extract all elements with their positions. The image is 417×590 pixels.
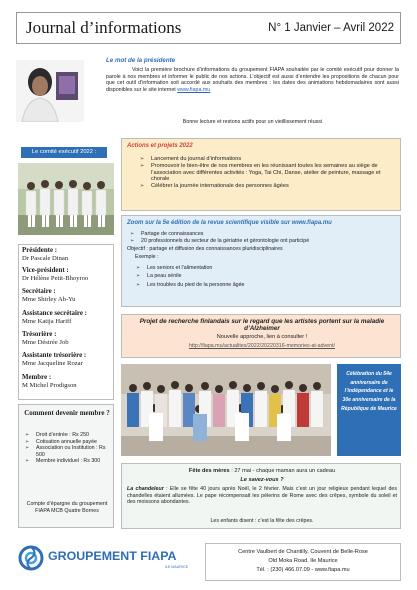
- chandeleur-label: La chandeleur: [127, 486, 164, 492]
- zoom-example-item: ➢ La peau sénile: [136, 272, 391, 280]
- footer-address: [205, 543, 401, 581]
- research-box: [121, 314, 401, 358]
- footer-logo: [18, 545, 198, 575]
- role-assistant-treasurer-label: Assistante trésorière :: [22, 352, 87, 359]
- role-president-name: Dr Pascale Dinan: [22, 255, 69, 262]
- logo-text: GROUPEMENT FIAPA: [48, 549, 177, 563]
- role-secretary-name: Mme Shirley Ah-Yu: [22, 296, 76, 303]
- membership-item: ➢ Droit d’entrée : Rs 250: [25, 432, 111, 439]
- logo-subtext: ILE MAURICE: [165, 565, 188, 569]
- did-you-know: Le savez-vous ?: [240, 477, 284, 483]
- membership-list: [25, 432, 111, 465]
- role-vice-president-name: Dr Hélène Petit-Bhoyroo: [22, 275, 89, 282]
- chandeleur-text: : Elle se fête 40 jours après Noël, le 2 février. Mais c’est un jour religieux pendant lequel des chandelles étaient allumées. Le pape récompensait les pèlerins de Rome avec des crêpes, symbole du soleil et des moissons abondantes.: [127, 486, 398, 506]
- role-treasurer-label: Trésorière :: [22, 331, 57, 338]
- children-say: Les enfants disent : c’est la fête des crêpes.: [210, 518, 314, 524]
- actions-heading: Actions et projets 2022: [127, 143, 193, 149]
- fiapa-logo-icon: [18, 545, 44, 571]
- zoom-example: Exemple :: [135, 254, 159, 260]
- zoom-example-item: ➢ Les seniors et l’alimentation: [136, 264, 391, 272]
- zoom-heading: Zoom sur la 5e édition de la revue scientifique visible sur www.fiapa.mu: [127, 220, 332, 226]
- zoom-item: ➢ Partage de connaissances: [130, 231, 395, 238]
- mothers-day-label: Fête des mères: [188, 468, 230, 474]
- president-heading: Le mot de la présidente: [106, 57, 176, 64]
- research-title: Projet de recherche finlandais sur le regard que les artistes portent sur la maladie d’Alzheimer: [139, 318, 385, 333]
- zoom-list: [130, 231, 395, 244]
- role-treasurer-name: Mme Désirée Job: [22, 339, 69, 346]
- role-assistant-secretary-label: Assistance secrétaire :: [22, 310, 87, 317]
- role-member-label: Membre :: [22, 374, 52, 381]
- actions-box: [121, 138, 401, 211]
- membership-title: Comment devenir membre ?: [24, 409, 110, 417]
- mothers-day: [130, 468, 394, 475]
- president-photo: [16, 60, 84, 122]
- committee-badge: Le comité exécutif 2022 :: [21, 147, 107, 158]
- role-secretary-label: Secrétaire :: [22, 288, 56, 295]
- president-body: [106, 67, 399, 93]
- savings-account: Compte d’épargne du groupement FIAPA MCB Quatre Bornes: [26, 501, 108, 514]
- zoom-box: [121, 215, 401, 307]
- news-box: [121, 463, 401, 529]
- president-body-text: Voici la première brochure d’informations du groupement FIAPA souhaitée par le comité exécutif pour donner la parole à nos membres et informer le public de nos actions. L’objectif est aussi d’entendre les propositions de chacun pour que cet outil d’information soit accordé aux souhaits des membres : les dates des animations hebdomadaires sont aussi disponibles sur le site internet: [106, 67, 399, 93]
- president-closing: Bonne lecture et restons actifs pour un vieillissement réussi: [182, 119, 323, 125]
- role-assistant-secretary-name: Mme Katija Hariff: [22, 318, 72, 325]
- role-member-name: M Michel Prodigson: [22, 382, 77, 389]
- action-item: ➢ Célébrer la journée internationale des personnes âgées: [140, 183, 395, 190]
- zoom-example-item: ➢ Les troubles du pied de la personne âgée: [136, 281, 391, 289]
- role-president-label: Présidente :: [22, 247, 58, 254]
- membership-item: ➢ Membre individuel : Rs 300: [25, 458, 111, 465]
- actions-list: [140, 156, 395, 190]
- action-item: ➢ Lancement du journal d’informations: [140, 156, 395, 163]
- research-subtitle: Nouvelle approche, lien à consulter !: [216, 334, 308, 340]
- role-vice-president-label: Vice-président :: [22, 267, 69, 274]
- committee-box: [18, 244, 114, 400]
- address-line-1: Centre Vaulbert de Chantilly, Couvent de Belle-Rose: [238, 549, 368, 555]
- celebration-text: Célébration du 54e anniversaire de l’indépendance et le 30e anniversaire de la République de Maurice: [341, 371, 397, 412]
- membership-item: ➢ Cotisation annuelle payée: [25, 439, 111, 446]
- chandeleur: [127, 486, 397, 506]
- membership-box: [18, 404, 114, 528]
- fiapa-website-link[interactable]: www.fiapa.mu: [177, 86, 211, 93]
- zoom-objective: Objectif : partage et diffusion des connaissances pluridisciplinaires: [127, 246, 283, 252]
- journal-title: Journal d’informations: [26, 18, 182, 37]
- address-line-2: Old Moka Road. Ile Maurice: [268, 558, 338, 564]
- research-link[interactable]: http://fiapa.mu/actualites/2022/20220316-memories-at-advent/: [188, 343, 336, 349]
- mothers-day-text: : 27 mai - chaque maman aura un cadeau: [229, 468, 336, 474]
- group-photo: [121, 364, 331, 456]
- celebration-box: [337, 364, 401, 456]
- issue-number: N° 1 Janvier – Avril 2022: [268, 22, 394, 34]
- membership-item: ➢ Association ou Institution : Rs 500: [25, 445, 111, 458]
- action-item: ➢ Promouvoir le bien-être de nos membres en les réunissant toutes les semaines au siège de l’association avec différentes activités : Yoga, Tai Chi, Danse, atelier de peinture, massage et chorale: [140, 163, 395, 183]
- zoom-examples-list: [136, 264, 391, 289]
- address-line-3: Tél. : (230) 466.07.09 - www.fiapa.mu: [256, 567, 350, 573]
- zoom-item: ➢ 20 professionnels du secteur de la gériatrie et gérontologie ont participé: [130, 238, 395, 245]
- role-assistant-treasurer-name: Mme Jacqueline Rozar: [22, 360, 83, 367]
- committee-photo: [18, 163, 114, 235]
- president-section: [16, 52, 401, 134]
